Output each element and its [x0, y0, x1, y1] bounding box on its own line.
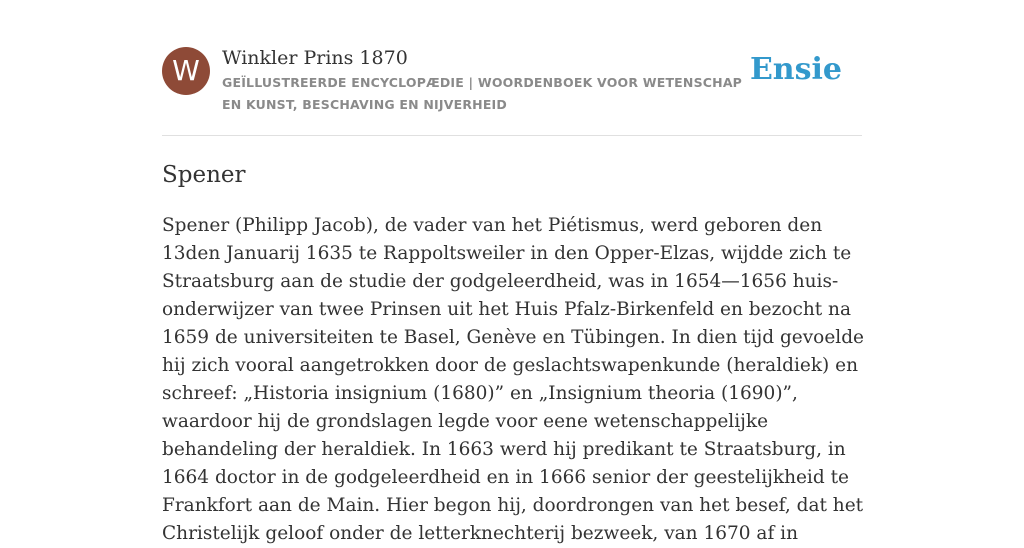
entry-body: Spener (Philipp Jacob), de vader van het Piétismus, werd geboren den 13den Januarij 1635 te Rappoltsweiler in den Opper-Elzas, wijdde zich te Straatsburg aan de studie der godgeleerdheid, was in 1654—1656 huis-onderwijzer van twee Prinsen uit het Huis Pfalz-Birkenfeld en bezocht na 1659 de universiteiten te Basel, Genève en Tübingen. In dien tijd gevoelde hij zich vooral aangetrokken door de geslachtswapenkunde (heraldiek) en schreef: „Historia insignium (1680)” en „Insignium theoria (1690)”, waardoor hij de grondslagen legde voor eene wetenschappelijke behandeling der heraldiek. In 1663 werd hij predikant te Straatsburg, in 1664 doctor in de godgeleerdheid en in 1666 senior der geestelijkheid te Frankfort aan de Main. Hier begon hij, doordrongen van het besef, dat het Christelijk geloof onder de letterknechterij bezweek, van 1670 af in — [162, 215, 864, 544]
source-header — [162, 46, 862, 136]
source-subtitle: GEÏLLUSTREERDE ENCYCLOPÆDIE | WOORDENBOEK VOOR WETENSCHAP EN KUNST, BESCHAVING EN NIJVERHEID — [222, 75, 743, 112]
header-divider — [162, 135, 862, 136]
ensie-logo[interactable]: Ensie — [749, 52, 842, 87]
source-title[interactable]: Winkler Prins 1870 — [222, 47, 408, 69]
entry-title: Spener — [162, 162, 246, 188]
source-avatar[interactable]: W — [162, 47, 210, 95]
